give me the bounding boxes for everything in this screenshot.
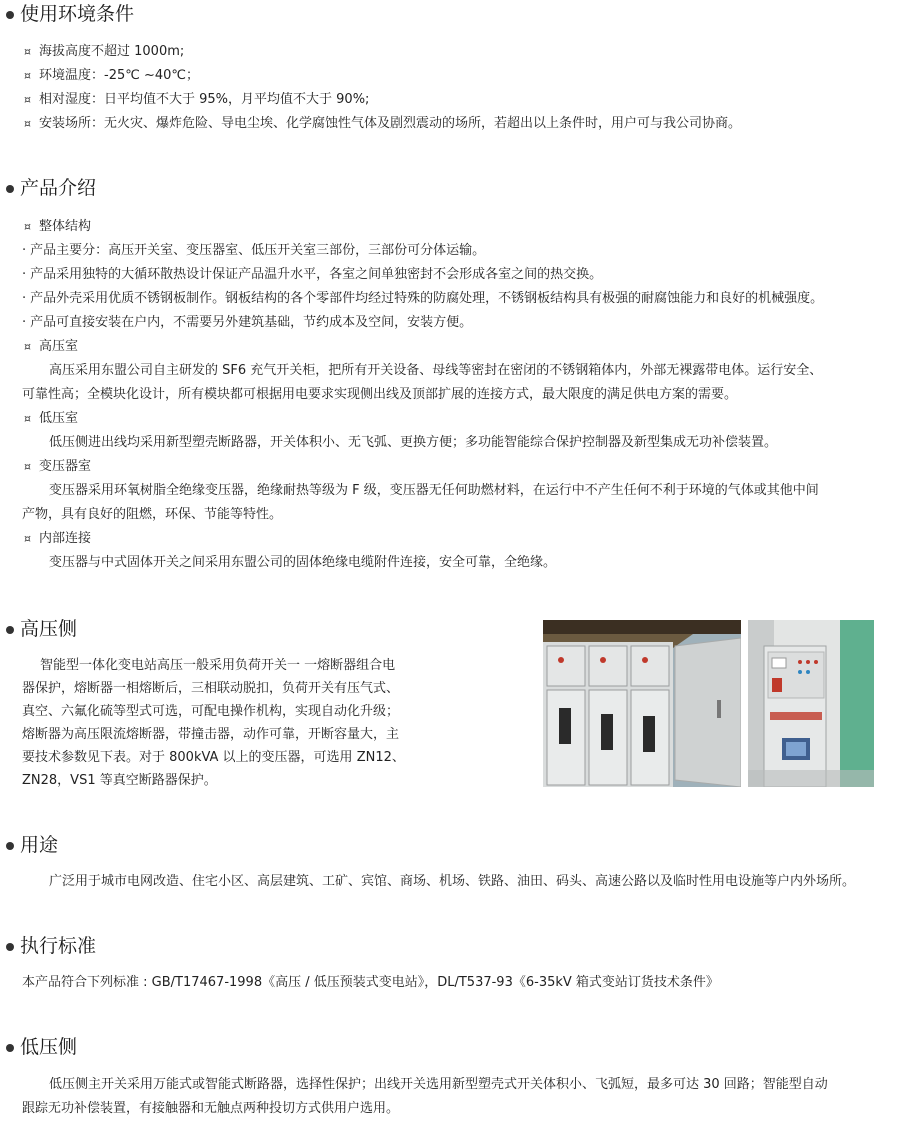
lv-side-text: 低压侧主开关采用万能式或智能式断路器，选择性保护；出线开关选用新型塑壳式开关体积小、飞弧短，最多可达 30 回路；智能型自动 (49, 1077, 828, 1092)
subheading-internal-connection: ¤ 内部连接 (24, 531, 92, 546)
intro-bullet: · 产品外壳采用优质不锈钢板制作。钢板结构的各个零部件均经过特殊的防腐处理，不锈钢板结构具有极强的耐腐蚀能力和良好的机械强度。 (22, 291, 824, 306)
hv-side-text: ZN28，VS1 等真空断路器保护。 (22, 773, 217, 788)
section-title: 产品介绍 (20, 177, 97, 199)
subheading-structure: ¤ 整体结构 (24, 219, 92, 234)
bullet-dot-icon (6, 943, 14, 951)
section-title: 用途 (20, 834, 59, 856)
usage-text: 广泛用于城市电网改造、住宅小区、高层建筑、工矿、宾馆、商场、机场、铁路、油田、码头、高速公路以及临时性用电设施等户内外场所。 (49, 874, 856, 889)
section-standard-heading (6, 937, 96, 956)
transformer-room-text: 产物，具有良好的阻燃，环保、节能等特性。 (22, 507, 283, 522)
env-item: ¤ 海拔高度不超过 1000m; (24, 44, 185, 59)
hv-side-text: 熔断器为高压限流熔断器，带撞击器，动作可靠，开断容量大，主 (22, 727, 400, 742)
intro-bullet: · 产品采用独特的大循环散热设计保证产品温升水平，各室之间单独密封不会形成各室之间的热交换。 (22, 267, 603, 282)
switchgear-photo-panel (748, 620, 874, 787)
section-title: 使用环境条件 (20, 3, 135, 25)
intro-bullet: · 产品可直接安装在户内，不需要另外建筑基础，节约成本及空间，安装方便。 (22, 315, 473, 330)
switchgear-panel-illustration (748, 620, 874, 787)
section-intro-heading (6, 179, 96, 198)
env-item: ¤ 环境温度：-25℃ ~40℃； (24, 68, 199, 83)
bullet-dot-icon (6, 1044, 14, 1052)
env-item: ¤ 安装场所：无火灾、爆炸危险、导电尘埃、化学腐蚀性气体及剧烈震动的场所，若超出以上条件时，用户可与我公司协商。 (24, 116, 742, 131)
bullet-dot-icon (6, 626, 14, 634)
internal-connection-text: 变压器与中式固体开关之间采用东盟公司的固体绝缘电缆附件连接，安全可靠，全绝缘。 (49, 555, 557, 570)
switchgear-photo-outdoor (543, 620, 741, 787)
subheading-lv-room: ¤ 低压室 (24, 411, 79, 426)
hv-side-text: 智能型一体化变电站高压一般采用负荷开关一 一熔断器组合电 (40, 658, 396, 673)
subheading-hv-room: ¤ 高压室 (24, 339, 79, 354)
section-title: 高压侧 (20, 618, 78, 640)
lv-room-text: 低压侧进出线均采用新型塑壳断路器，开关体积小、无飞弧、更换方便；多功能智能综合保护控制器及新型集成无功补偿装置。 (49, 435, 778, 450)
section-env-heading (6, 5, 134, 24)
bullet-dot-icon (6, 185, 14, 193)
subheading-transformer-room: ¤ 变压器室 (24, 459, 92, 474)
lv-side-text: 跟踪无功补偿装置，有接触器和无触点两种投切方式供用户选用。 (22, 1101, 400, 1116)
hv-side-text: 真空、六氟化硫等型式可选，可配电操作机构，实现自动化升级； (22, 704, 400, 719)
hv-side-text: 要技术参数见下表。对于 800kVA 以上的变压器，可选用 ZN12、 (22, 750, 405, 765)
hv-room-text: 可靠性高；全模块化设计，所有模块都可根据用电要求实现侧出线及顶部扩展的连接方式，最大限度的满足供电方案的需要。 (22, 387, 738, 402)
bullet-dot-icon (6, 842, 14, 850)
hv-room-text: 高压采用东盟公司自主研发的 SF6 充气开关柜，把所有开关设备、母线等密封在密闭的不锈钢箱体内，外部无裸露带电体。运行安全、 (49, 363, 823, 378)
switchgear-cabinet-illustration (543, 620, 741, 787)
hv-side-text: 器保护，熔断器一相熔断后，三相联动脱扣，负荷开关有压气式、 (22, 681, 400, 696)
bullet-dot-icon (6, 11, 14, 19)
section-title: 执行标准 (20, 935, 97, 957)
section-usage-heading (6, 836, 58, 855)
env-item: ¤ 相对湿度：日平均值不大于 95%，月平均值不大于 90%; (24, 92, 370, 107)
intro-bullet: · 产品主要分：高压开关室、变压器室、低压开关室三部份，三部份可分体运输。 (22, 243, 486, 258)
section-title: 低压侧 (20, 1036, 78, 1058)
section-lv-side-heading (6, 1038, 77, 1057)
standard-text: 本产品符合下列标准 : GB/T17467-1998《高压 / 低压预装式变电站》，DL/T537-93《6-35kV 箱式变站订货技术条件》 (22, 975, 719, 990)
transformer-room-text: 变压器采用环氧树脂全绝缘变压器，绝缘耐热等级为 F 级，变压器无任何助燃材料，在运行中不产生任何不利于环境的气体或其他中间 (49, 483, 819, 498)
section-hv-side-heading (6, 620, 77, 639)
